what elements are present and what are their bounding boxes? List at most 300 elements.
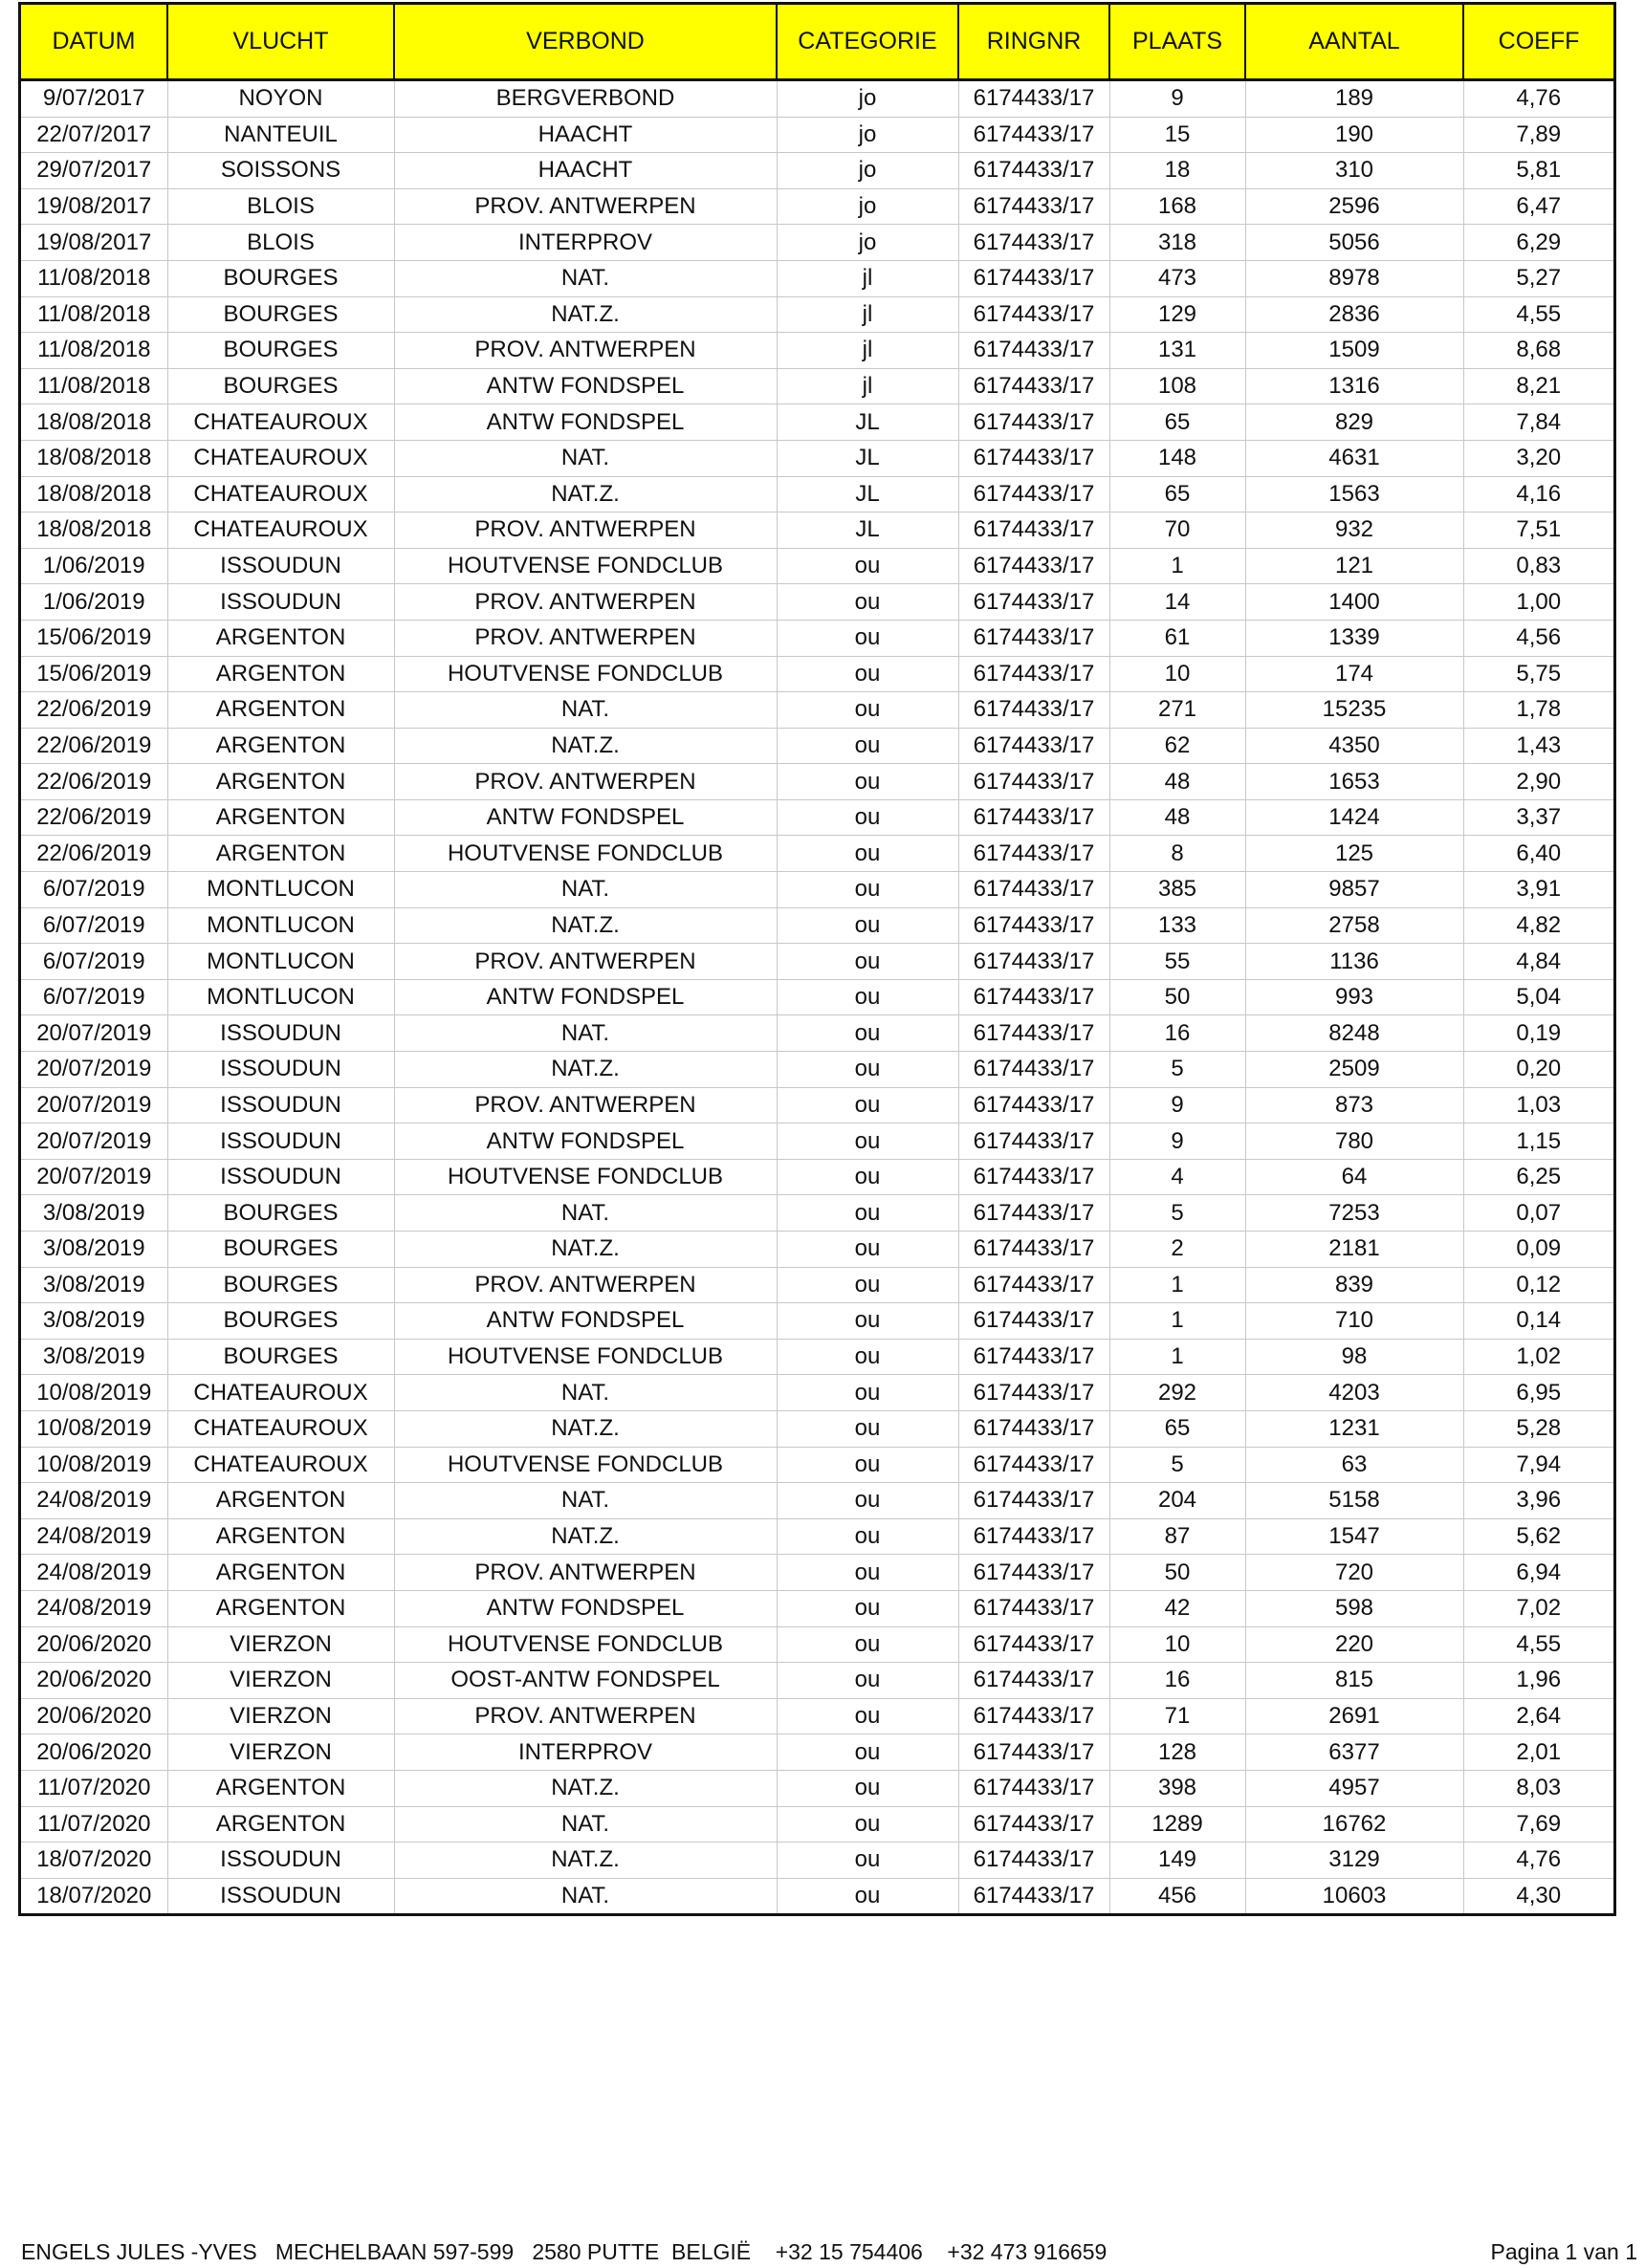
cell-datum: 22/06/2019 (21, 764, 167, 800)
cell-categorie: ou (777, 799, 958, 836)
cell-verbond: BERGVERBOND (394, 80, 777, 118)
cell-aantal: 310 (1245, 153, 1463, 189)
table-row (21, 1303, 1613, 1340)
cell-verbond: PROV. ANTWERPEN (394, 584, 777, 621)
table-row (21, 764, 1613, 800)
cell-categorie: jl (777, 368, 958, 404)
cell-ringnr: 6174433/17 (958, 656, 1109, 692)
cell-plaats: 10 (1109, 656, 1245, 692)
cell-categorie: ou (777, 1555, 958, 1591)
cell-verbond: ANTW FONDSPEL (394, 404, 777, 441)
cell-categorie: ou (777, 764, 958, 800)
cell-vlucht: ISSOUDUN (167, 584, 394, 621)
cell-plaats: 8 (1109, 836, 1245, 872)
cell-vlucht: BOURGES (167, 1303, 394, 1340)
cell-coeff: 6,29 (1463, 225, 1613, 261)
cell-vlucht: BOURGES (167, 296, 394, 333)
cell-ringnr: 6174433/17 (958, 1232, 1109, 1268)
table-row (21, 260, 1613, 296)
cell-datum: 11/08/2018 (21, 333, 167, 369)
cell-datum: 22/06/2019 (21, 836, 167, 872)
cell-categorie: JL (777, 476, 958, 512)
cell-aantal: 829 (1245, 404, 1463, 441)
cell-categorie: ou (777, 692, 958, 729)
cell-coeff: 8,21 (1463, 368, 1613, 404)
cell-vlucht: ISSOUDUN (167, 1159, 394, 1195)
cell-aantal: 598 (1245, 1590, 1463, 1626)
cell-coeff: 7,51 (1463, 512, 1613, 549)
cell-coeff: 4,76 (1463, 80, 1613, 118)
cell-coeff: 2,64 (1463, 1698, 1613, 1734)
cell-datum: 3/08/2019 (21, 1195, 167, 1232)
cell-plaats: 55 (1109, 944, 1245, 980)
cell-plaats: 108 (1109, 368, 1245, 404)
table-row (21, 944, 1613, 980)
cell-datum: 20/07/2019 (21, 1052, 167, 1088)
cell-vlucht: MONTLUCON (167, 872, 394, 908)
column-header-categorie: CATEGORIE (777, 5, 958, 80)
cell-coeff: 7,94 (1463, 1447, 1613, 1483)
cell-verbond: HAACHT (394, 153, 777, 189)
cell-categorie: ou (777, 872, 958, 908)
cell-datum: 19/08/2017 (21, 225, 167, 261)
cell-categorie: ou (777, 1087, 958, 1123)
cell-categorie: ou (777, 1734, 958, 1771)
cell-ringnr: 6174433/17 (958, 620, 1109, 656)
cell-verbond: HOUTVENSE FONDCLUB (394, 1447, 777, 1483)
cell-coeff: 4,82 (1463, 907, 1613, 944)
cell-categorie: ou (777, 1123, 958, 1160)
cell-coeff: 3,20 (1463, 440, 1613, 476)
cell-aantal: 3129 (1245, 1843, 1463, 1879)
cell-datum: 18/08/2018 (21, 440, 167, 476)
table-row (21, 548, 1613, 584)
cell-ringnr: 6174433/17 (958, 117, 1109, 153)
cell-coeff: 5,81 (1463, 153, 1613, 189)
cell-plaats: 1 (1109, 1339, 1245, 1375)
cell-datum: 6/07/2019 (21, 907, 167, 944)
cell-ringnr: 6174433/17 (958, 225, 1109, 261)
cell-aantal: 15235 (1245, 692, 1463, 729)
cell-categorie: ou (777, 656, 958, 692)
cell-datum: 3/08/2019 (21, 1303, 167, 1340)
cell-coeff: 3,96 (1463, 1483, 1613, 1519)
cell-verbond: HOUTVENSE FONDCLUB (394, 1159, 777, 1195)
cell-vlucht: ARGENTON (167, 1806, 394, 1843)
cell-datum: 20/07/2019 (21, 1087, 167, 1123)
cell-ringnr: 6174433/17 (958, 1087, 1109, 1123)
cell-datum: 18/07/2020 (21, 1843, 167, 1879)
cell-aantal: 10603 (1245, 1878, 1463, 1913)
cell-categorie: jl (777, 296, 958, 333)
cell-categorie: jo (777, 153, 958, 189)
cell-ringnr: 6174433/17 (958, 153, 1109, 189)
cell-plaats: 385 (1109, 872, 1245, 908)
cell-verbond: NAT. (394, 1375, 777, 1411)
table-row (21, 1878, 1613, 1913)
cell-verbond: NAT.Z. (394, 1232, 777, 1268)
cell-vlucht: ISSOUDUN (167, 1843, 394, 1879)
cell-ringnr: 6174433/17 (958, 799, 1109, 836)
cell-coeff: 7,02 (1463, 1590, 1613, 1626)
cell-coeff: 6,94 (1463, 1555, 1613, 1591)
cell-coeff: 7,69 (1463, 1806, 1613, 1843)
cell-datum: 22/06/2019 (21, 728, 167, 764)
cell-aantal: 189 (1245, 80, 1463, 118)
cell-vlucht: CHATEAUROUX (167, 512, 394, 549)
cell-plaats: 48 (1109, 799, 1245, 836)
cell-coeff: 0,09 (1463, 1232, 1613, 1268)
cell-aantal: 720 (1245, 1555, 1463, 1591)
cell-aantal: 4203 (1245, 1375, 1463, 1411)
cell-verbond: NAT.Z. (394, 1410, 777, 1447)
cell-vlucht: VIERZON (167, 1734, 394, 1771)
cell-vlucht: ISSOUDUN (167, 1123, 394, 1160)
cell-verbond: ANTW FONDSPEL (394, 1123, 777, 1160)
cell-ringnr: 6174433/17 (958, 260, 1109, 296)
cell-plaats: 16 (1109, 1015, 1245, 1052)
cell-aantal: 2758 (1245, 907, 1463, 944)
cell-aantal: 1400 (1245, 584, 1463, 621)
cell-datum: 20/06/2020 (21, 1663, 167, 1699)
cell-vlucht: CHATEAUROUX (167, 1410, 394, 1447)
cell-verbond: NAT.Z. (394, 1052, 777, 1088)
cell-verbond: ANTW FONDSPEL (394, 368, 777, 404)
cell-datum: 29/07/2017 (21, 153, 167, 189)
cell-ringnr: 6174433/17 (958, 1483, 1109, 1519)
cell-aantal: 9857 (1245, 872, 1463, 908)
cell-verbond: NAT. (394, 1015, 777, 1052)
table-row (21, 1087, 1613, 1123)
cell-verbond: NAT. (394, 260, 777, 296)
cell-ringnr: 6174433/17 (958, 1303, 1109, 1340)
cell-coeff: 4,30 (1516, 1882, 1562, 1908)
table-row (21, 1555, 1613, 1591)
table-row (21, 1267, 1613, 1303)
cell-ringnr: 6174433/17 (958, 296, 1109, 333)
cell-coeff: 2,01 (1463, 1734, 1613, 1771)
cell-plaats: 62 (1109, 728, 1245, 764)
cell-vlucht: ARGENTON (167, 1590, 394, 1626)
cell-aantal: 64 (1245, 1159, 1463, 1195)
cell-datum: 20/07/2019 (21, 1123, 167, 1160)
cell-aantal: 2691 (1245, 1698, 1463, 1734)
cell-verbond: NAT. (394, 872, 777, 908)
cell-ringnr: 6174433/17 (958, 1195, 1109, 1232)
table-row (21, 1626, 1613, 1663)
table-row (21, 1052, 1613, 1088)
cell-ringnr: 6174433/17 (958, 404, 1109, 441)
cell-verbond: PROV. ANTWERPEN (394, 1698, 777, 1734)
cell-vlucht: CHATEAUROUX (167, 1447, 394, 1483)
table-row (21, 153, 1613, 189)
cell-coeff: 0,12 (1463, 1267, 1613, 1303)
cell-plaats: 5 (1109, 1195, 1245, 1232)
cell-plaats: 16 (1109, 1663, 1245, 1699)
cell-aantal: 1563 (1245, 476, 1463, 512)
cell-plaats: 70 (1109, 512, 1245, 549)
cell-verbond: PROV. ANTWERPEN (394, 620, 777, 656)
cell-categorie: ou (777, 1195, 958, 1232)
cell-plaats: 398 (1109, 1770, 1245, 1806)
cell-vlucht: ARGENTON (167, 836, 394, 872)
cell-coeff: 4,56 (1463, 620, 1613, 656)
cell-verbond: PROV. ANTWERPEN (394, 1555, 777, 1591)
cell-categorie: jo (777, 117, 958, 153)
cell-plaats: 18 (1109, 153, 1245, 189)
cell-ringnr: 6174433/17 (958, 1410, 1109, 1447)
cell-verbond: INTERPROV (394, 1734, 777, 1771)
table-row (21, 1770, 1613, 1806)
cell-verbond: PROV. ANTWERPEN (394, 764, 777, 800)
cell-aantal: 1424 (1245, 799, 1463, 836)
cell-datum: 18/07/2020 (21, 1878, 167, 1913)
cell-vlucht: MONTLUCON (167, 944, 394, 980)
cell-verbond: NAT.Z. (394, 1770, 777, 1806)
cell-plaats: 9 (1109, 1123, 1245, 1160)
cell-aantal: 1339 (1245, 620, 1463, 656)
cell-vlucht: BLOIS (167, 225, 394, 261)
cell-aantal: 16762 (1245, 1806, 1463, 1843)
cell-categorie: ou (777, 548, 958, 584)
column-header-verbond: VERBOND (394, 5, 777, 80)
table-row (21, 1698, 1613, 1734)
cell-aantal: 6377 (1245, 1734, 1463, 1771)
column-header-plaats: PLAATS (1109, 5, 1245, 80)
cell-vlucht: CHATEAUROUX (167, 404, 394, 441)
cell-plaats: 71 (1109, 1698, 1245, 1734)
table-row (21, 692, 1613, 729)
cell-plaats: 1 (1109, 1267, 1245, 1303)
cell-plaats: 128 (1109, 1734, 1245, 1771)
cell-datum: 11/08/2018 (21, 260, 167, 296)
cell-datum: 18/08/2018 (21, 476, 167, 512)
table-row (21, 1375, 1613, 1411)
cell-plaats: 10 (1109, 1626, 1245, 1663)
cell-verbond: HAACHT (394, 117, 777, 153)
cell-ringnr: 6174433/17 (958, 476, 1109, 512)
cell-aantal: 815 (1245, 1663, 1463, 1699)
cell-plaats: 271 (1109, 692, 1245, 729)
table-row (21, 117, 1613, 153)
cell-plaats: 318 (1109, 225, 1245, 261)
table-row (21, 1447, 1613, 1483)
cell-vlucht: VIERZON (167, 1626, 394, 1663)
cell-categorie: ou (777, 1770, 958, 1806)
cell-vlucht: ARGENTON (167, 764, 394, 800)
cell-coeff: 1,03 (1463, 1087, 1613, 1123)
table-row (21, 1843, 1613, 1879)
cell-datum: 20/06/2020 (21, 1698, 167, 1734)
cell-categorie: ou (777, 836, 958, 872)
cell-datum: 22/06/2019 (21, 799, 167, 836)
cell-vlucht: ARGENTON (167, 692, 394, 729)
cell-categorie: ou (777, 1339, 958, 1375)
cell-aantal: 780 (1245, 1123, 1463, 1160)
cell-vlucht: BOURGES (167, 368, 394, 404)
cell-vlucht: BOURGES (167, 1339, 394, 1375)
cell-coeff: 4,55 (1463, 296, 1613, 333)
cell-categorie: ou (777, 1015, 958, 1052)
cell-categorie: jo (777, 225, 958, 261)
cell-verbond: NAT.Z. (394, 1518, 777, 1555)
table-row (21, 1195, 1613, 1232)
cell-categorie: ou (777, 1159, 958, 1195)
cell-ringnr: 6174433/17 (958, 1015, 1109, 1052)
cell-categorie: ou (777, 1375, 958, 1411)
cell-aantal: 121 (1245, 548, 1463, 584)
table-row (21, 440, 1613, 476)
column-header-vlucht: VLUCHT (167, 5, 394, 80)
cell-categorie: ou (777, 1483, 958, 1519)
cell-plaats: 129 (1109, 296, 1245, 333)
cell-categorie: jo (777, 80, 958, 118)
cell-coeff: 0,83 (1463, 548, 1613, 584)
cell-datum: 15/06/2019 (21, 620, 167, 656)
cell-vlucht: MONTLUCON (167, 979, 394, 1015)
cell-vlucht: NANTEUIL (167, 117, 394, 153)
cell-plaats: 9 (1109, 1087, 1245, 1123)
cell-categorie: jl (777, 260, 958, 296)
cell-aantal: 2181 (1245, 1232, 1463, 1268)
cell-verbond: ANTW FONDSPEL (394, 1303, 777, 1340)
footer-contact: ENGELS JULES -YVES MECHELBAAN 597-599 2580 PUTTE BELGIË +32 15 754406 +32 473 916659 (21, 2239, 1108, 2264)
cell-categorie: jl (777, 333, 958, 369)
cell-categorie: ou (777, 1626, 958, 1663)
cell-coeff: 4,84 (1463, 944, 1613, 980)
cell-coeff: 4,55 (1463, 1626, 1613, 1663)
cell-verbond: HOUTVENSE FONDCLUB (394, 548, 777, 584)
cell-coeff: 0,07 (1463, 1195, 1613, 1232)
cell-plaats: 168 (1109, 188, 1245, 225)
table-row (21, 476, 1613, 512)
cell-aantal: 63 (1245, 1447, 1463, 1483)
cell-vlucht: SOISSONS (167, 153, 394, 189)
column-header-ringnr: RINGNR (958, 5, 1109, 80)
table-row (21, 1123, 1613, 1160)
cell-ringnr: 6174433/17 (958, 1267, 1109, 1303)
cell-plaats: 133 (1109, 907, 1245, 944)
cell-aantal: 98 (1245, 1339, 1463, 1375)
cell-categorie: ou (777, 907, 958, 944)
cell-verbond: NAT. (394, 1806, 777, 1843)
cell-verbond: PROV. ANTWERPEN (394, 1087, 777, 1123)
cell-plaats: 42 (1109, 1590, 1245, 1626)
cell-ringnr: 6174433/17 (958, 1052, 1109, 1088)
cell-ringnr: 6174433/17 (958, 1734, 1109, 1771)
cell-ringnr: 6174433/17 (958, 764, 1109, 800)
cell-ringnr: 6174433/17 (958, 728, 1109, 764)
cell-verbond: PROV. ANTWERPEN (394, 512, 777, 549)
cell-plaats: 48 (1109, 764, 1245, 800)
cell-vlucht: CHATEAUROUX (167, 476, 394, 512)
table-row (21, 1159, 1613, 1195)
cell-vlucht: BOURGES (167, 260, 394, 296)
cell-aantal: 873 (1245, 1087, 1463, 1123)
cell-vlucht: ARGENTON (167, 799, 394, 836)
cell-verbond: NAT.Z. (394, 907, 777, 944)
cell-vlucht: VIERZON (167, 1663, 394, 1699)
cell-ringnr: 6174433/17 (958, 836, 1109, 872)
cell-ringnr: 6174433/17 (958, 1590, 1109, 1626)
cell-verbond: ANTW FONDSPEL (394, 979, 777, 1015)
cell-ringnr: 6174433/17 (958, 548, 1109, 584)
cell-verbond: PROV. ANTWERPEN (394, 188, 777, 225)
table-row (21, 404, 1613, 441)
cell-categorie: ou (777, 1232, 958, 1268)
cell-categorie: ou (777, 1447, 958, 1483)
cell-coeff: 5,27 (1463, 260, 1613, 296)
cell-coeff: 7,89 (1463, 117, 1613, 153)
table-row (21, 1232, 1613, 1268)
cell-aantal: 4631 (1245, 440, 1463, 476)
column-header-aantal: AANTAL (1245, 5, 1463, 80)
cell-categorie: ou (777, 1843, 958, 1879)
cell-verbond: NAT. (394, 440, 777, 476)
cell-aantal: 2509 (1245, 1052, 1463, 1088)
table-row (21, 620, 1613, 656)
cell-datum: 11/08/2018 (21, 368, 167, 404)
cell-aantal: 993 (1245, 979, 1463, 1015)
cell-ringnr: 6174433/17 (958, 1878, 1109, 1913)
cell-coeff: 4,76 (1463, 1843, 1613, 1879)
table-row (21, 333, 1613, 369)
cell-aantal: 220 (1245, 1626, 1463, 1663)
cell-plaats: 65 (1109, 404, 1245, 441)
cell-vlucht: ISSOUDUN (167, 1015, 394, 1052)
cell-plaats: 61 (1109, 620, 1245, 656)
table-row (21, 1734, 1613, 1771)
table-row (21, 584, 1613, 621)
cell-ringnr: 6174433/17 (958, 1806, 1109, 1843)
cell-categorie: ou (777, 1698, 958, 1734)
cell-categorie: JL (777, 404, 958, 441)
cell-coeff: 1,96 (1463, 1663, 1613, 1699)
cell-plaats: 65 (1109, 1410, 1245, 1447)
cell-ringnr: 6174433/17 (958, 1447, 1109, 1483)
cell-verbond: HOUTVENSE FONDCLUB (394, 656, 777, 692)
cell-datum: 11/08/2018 (21, 296, 167, 333)
cell-vlucht: BOURGES (167, 333, 394, 369)
cell-vlucht: CHATEAUROUX (167, 1375, 394, 1411)
cell-verbond: HOUTVENSE FONDCLUB (394, 836, 777, 872)
cell-categorie: JL (777, 512, 958, 549)
cell-ringnr: 6174433/17 (958, 907, 1109, 944)
table-row (21, 728, 1613, 764)
cell-categorie: ou (777, 728, 958, 764)
cell-plaats: 1 (1109, 548, 1245, 584)
cell-ringnr: 6174433/17 (958, 1770, 1109, 1806)
table-row (21, 1590, 1613, 1626)
cell-ringnr: 6174433/17 (958, 333, 1109, 369)
cell-ringnr: 6174433/17 (958, 1663, 1109, 1699)
cell-datum: 6/07/2019 (21, 979, 167, 1015)
cell-coeff: 1,78 (1463, 692, 1613, 729)
cell-datum: 10/08/2019 (21, 1447, 167, 1483)
cell-ringnr: 6174433/17 (958, 1843, 1109, 1879)
table-row (21, 799, 1613, 836)
cell-coeff: 6,40 (1463, 836, 1613, 872)
cell-coeff: 8,68 (1463, 333, 1613, 369)
cell-categorie: ou (777, 1410, 958, 1447)
cell-aantal: 2596 (1245, 188, 1463, 225)
cell-categorie: ou (777, 1806, 958, 1843)
cell-verbond: NAT.Z. (394, 476, 777, 512)
cell-vlucht: ARGENTON (167, 1483, 394, 1519)
results-table (21, 5, 1613, 1913)
cell-coeff: 3,37 (1463, 799, 1613, 836)
table-row (21, 225, 1613, 261)
